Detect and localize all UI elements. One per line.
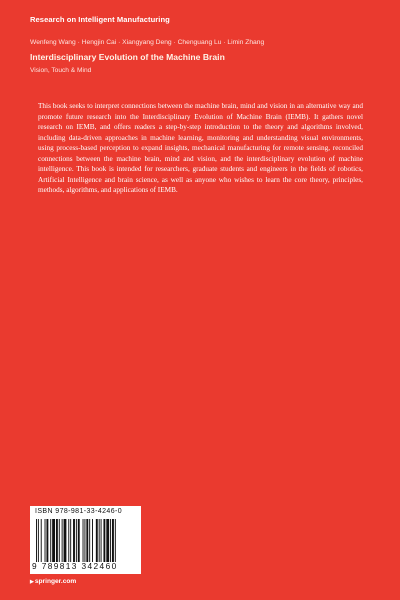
arrow-right-icon: ▶ xyxy=(30,579,34,585)
author-list: Wenfeng Wang · Hengjin Cai · Xiangyang Deng · Chenguang Lu · Limin Zhang xyxy=(30,39,265,46)
publisher-url: springer.com xyxy=(34,578,77,585)
barcode-digits: 9 789813 342460 xyxy=(32,561,118,571)
isbn-label: ISBN 978-981-33-4246-0 xyxy=(35,508,123,515)
isbn-barcode-box xyxy=(30,506,141,574)
barcode-icon xyxy=(34,519,137,562)
series-name: Research on Intelligent Manufacturing xyxy=(30,15,170,24)
book-title: Interdisciplinary Evolution of the Machine Brain xyxy=(30,52,225,62)
publisher-link[interactable] xyxy=(30,578,76,585)
book-description: This book seeks to interpret connections between the machine brain, mind and vision in an alternative way and promote future research into the Interdisciplinary Evolution of Machine Brain (IEMB). It gathers novel research on IEMB, and offers readers a step-by-step introduction to the theory and algorithms involved, including data-driven approaches in machine learning, monitoring and understanding visual environments, using process-based perception to expand insights, mechanical manufacturing for remote sensing, reconciled connections between the machine brain, mind and vision, and the interdisciplinary evolution of machine intelligence. This book is intended for researchers, graduate students and engineers in the fields of robotics, Artificial Intelligence and brain science, as well as anyone who wishes to learn the core theory, principles, methods, algorithms, and applications of IEMB. xyxy=(38,102,363,194)
book-subtitle: Vision, Touch & Mind xyxy=(30,67,92,74)
